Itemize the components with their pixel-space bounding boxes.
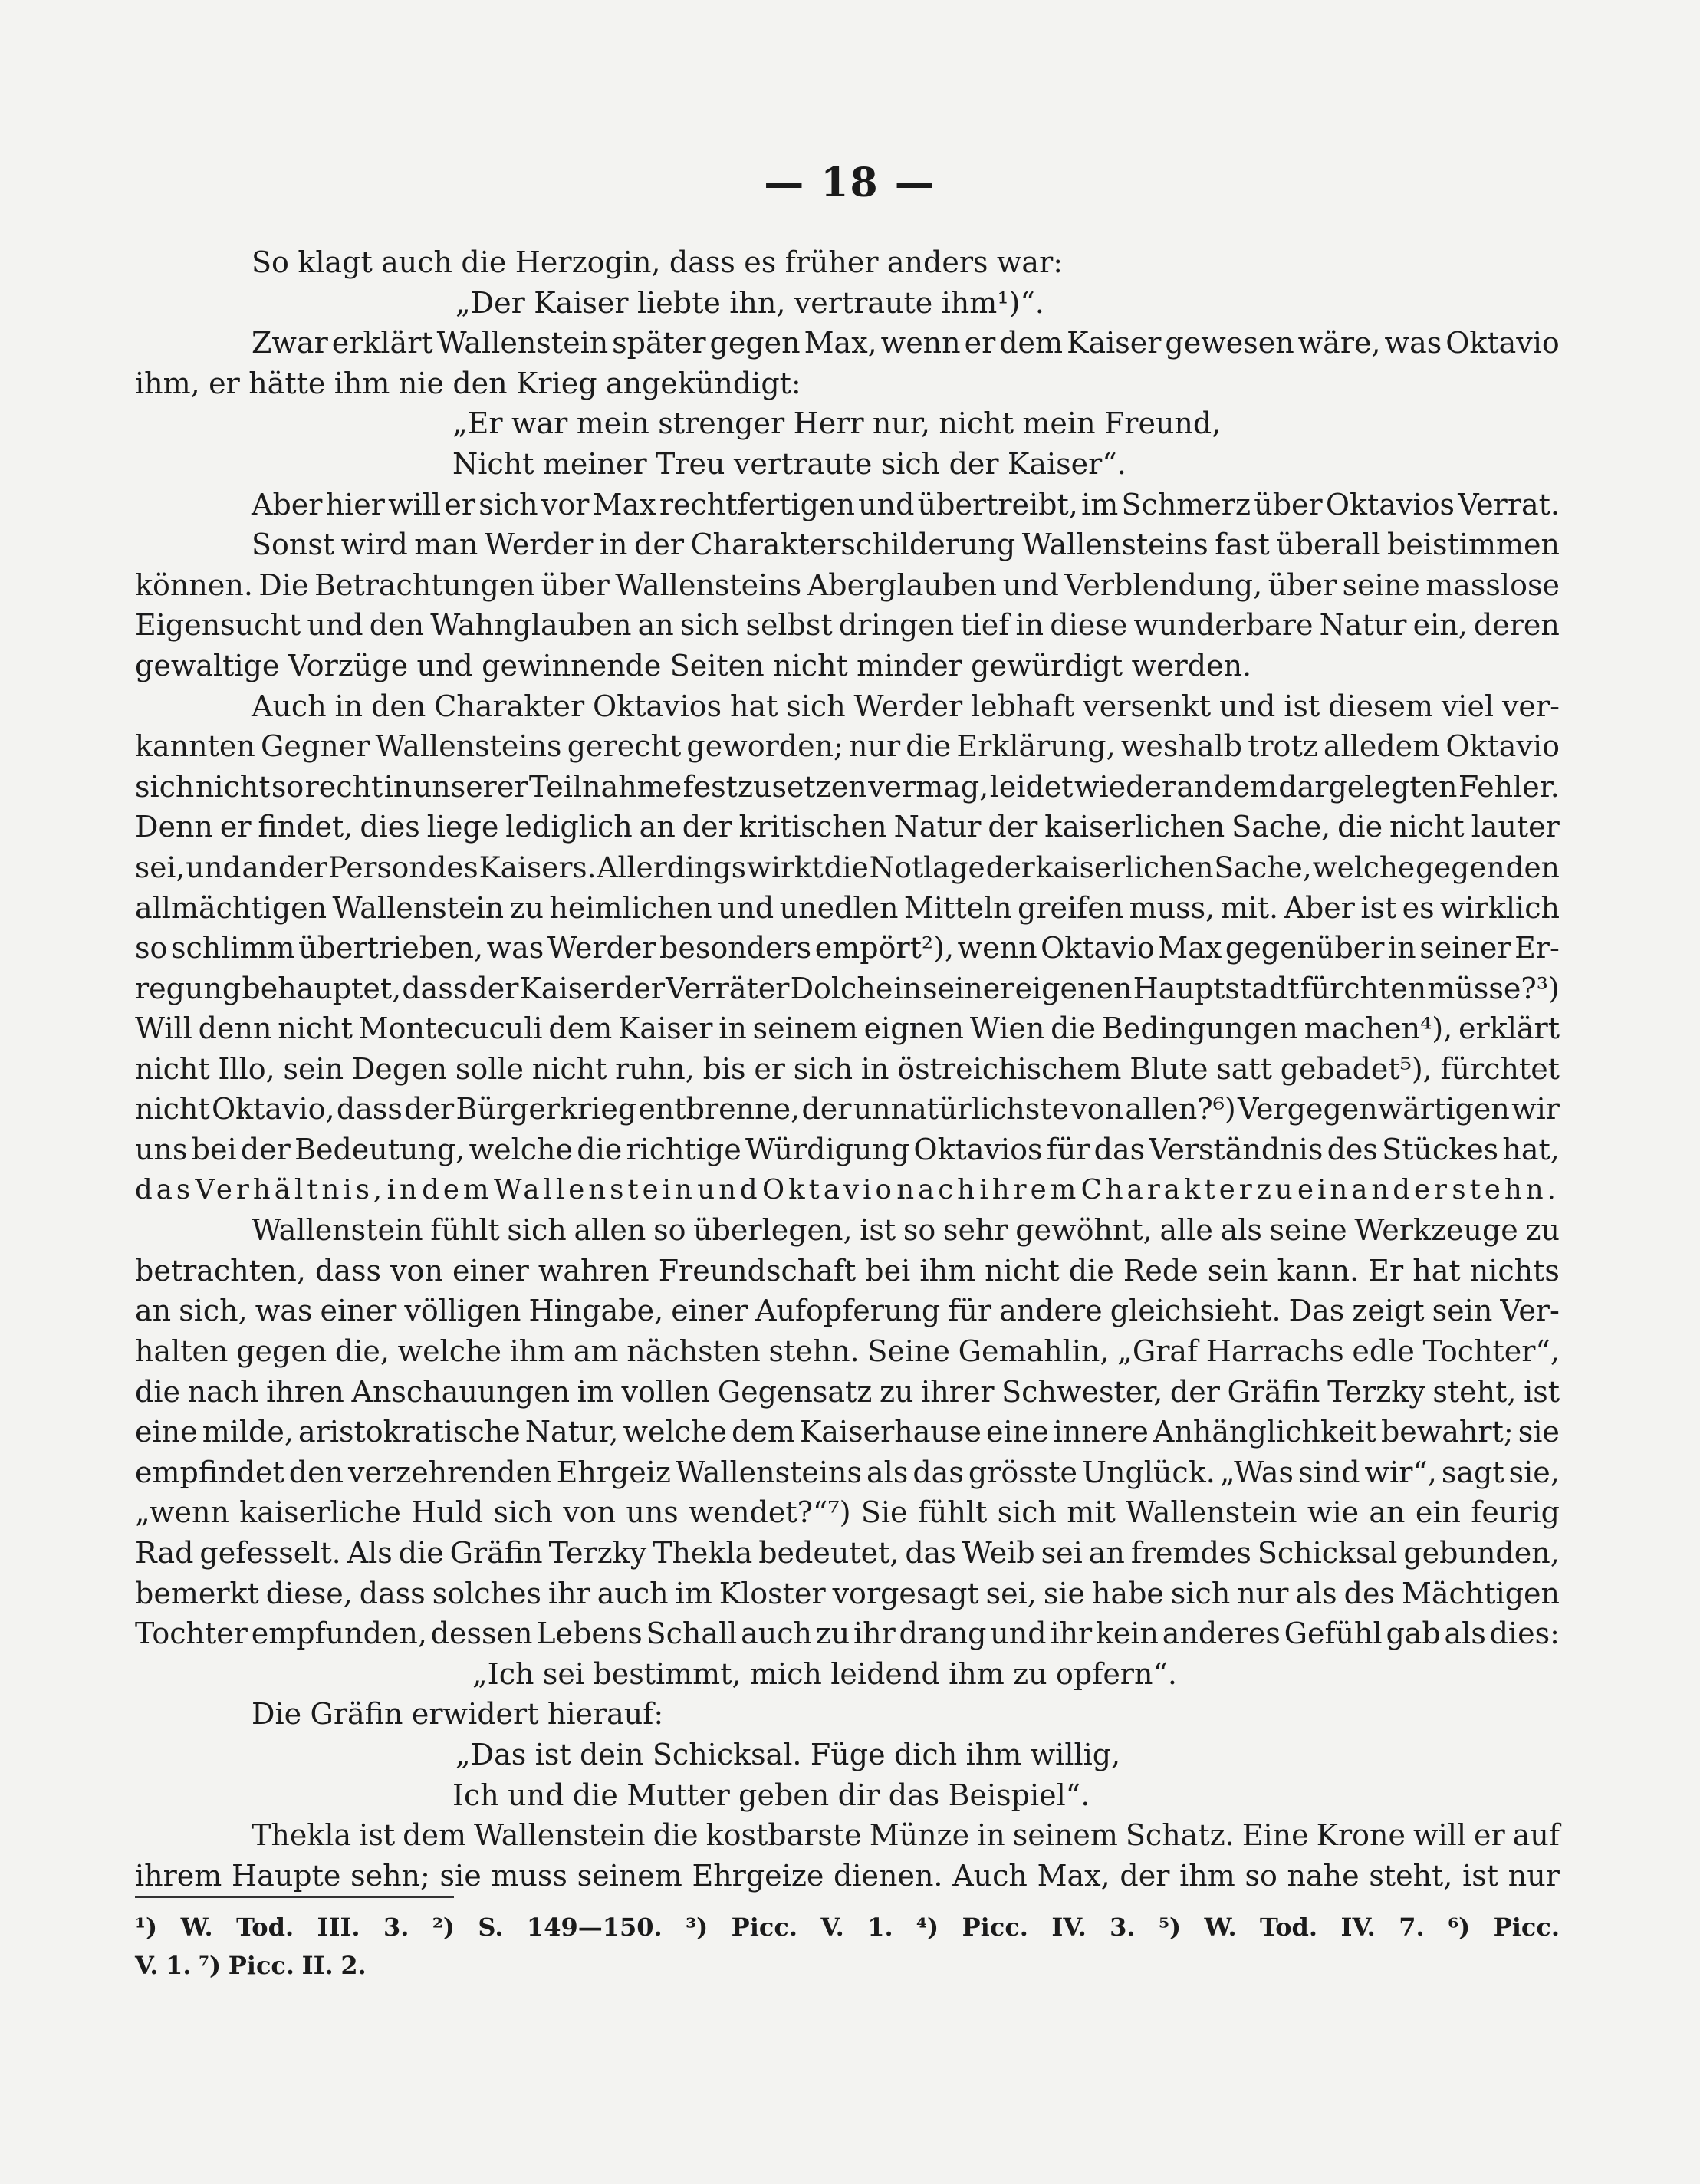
text-line: „wenn kaiserliche Huld sich von uns wendet?“⁷) Sie fühlt sich mit Wallenstein wie an ein feurig (135, 1495, 1560, 1530)
page-number: — 18 — (764, 160, 936, 206)
text-line: allmächtigen Wallenstein zu heimlichen und unedlen Mitteln greifen muss, mit. Aber ist es wirklich (135, 890, 1560, 925)
text-line: Aber hier will er sich vor Max rechtfertigen und übertreibt, im Schmerz über Oktavios Verrat. (252, 487, 1560, 521)
footnote-rule (135, 1896, 454, 1898)
text-line: Ich und die Mutter geben dir das Beispiel“. (452, 1778, 1090, 1812)
body-text (135, 242, 1560, 1896)
text-line: empfindet den verzehrenden Ehrgeiz Wallensteins als das grösste Unglück. „Was sind wir“, sagt sie, (135, 1455, 1560, 1489)
text-line: so schlimm übertrieben, was Werder besonders empört²), wenn Oktavio Max gegenüber in seiner Er- (135, 931, 1560, 965)
text-line: „Ich sei bestimmt, mich leidend ihm zu opfern“. (472, 1656, 1177, 1691)
footnotes (135, 1908, 1560, 1985)
text-line: können. Die Betrachtungen über Wallensteins Aberglauben und Verblendung, über seine masslose (135, 567, 1560, 602)
text-line: gewaltige Vorzüge und gewinnende Seiten nicht minder gewürdigt werden. (135, 648, 1252, 682)
text-line: „Das ist dein Schicksal. Füge dich ihm willig, (455, 1737, 1121, 1771)
text-line: eine milde, aristokratische Natur, welche dem Kaiserhause eine innere Anhänglichkeit bewahrt; sie (135, 1415, 1560, 1449)
text-line: regung behauptet, dass der Kaiser der Verräter Dolche in seiner eigenen Hauptstadt fürchten müsse?³) (135, 971, 1560, 1005)
footnote-line: V. 1. ⁷) Picc. II. 2. (135, 1951, 367, 1980)
text-line: Thekla ist dem Wallenstein die kostbarste Münze in seinem Schatz. Eine Krone will er auf (252, 1818, 1560, 1853)
text-line: ihm, er hätte ihm nie den Krieg angekündigt: (135, 366, 801, 400)
text-line: ihrem Haupte sehn; sie muss seinem Ehrgeize dienen. Auch Max, der ihm so nahe steht, ist nur (135, 1858, 1560, 1893)
text-line: Auch in den Charakter Oktavios hat sich Werder lebhaft versenkt und ist diesem viel ver- (252, 689, 1560, 723)
text-line: kannten Gegner Wallensteins gerecht geworden; nur die Erklärung, weshalb trotz alledem Oktavio (135, 729, 1560, 764)
text-line: Rad gefesselt. Als die Gräfin Terzky Thekla bedeutet, das Weib sei an fremdes Schicksal gebunden, (135, 1536, 1560, 1570)
text-line: nicht Illo, sein Degen solle nicht ruhn, bis er sich in östreichischem Blute satt gebadet⁵), fürchtet (135, 1051, 1560, 1086)
text-line: nicht Oktavio, dass der Bürgerkrieg entbrenne, der unnatürlichste von allen?⁶) Vergegenwärtigen wir (135, 1092, 1560, 1127)
text-line: uns bei der Bedeutung, welche die richtige Würdigung Oktavios für das Verständnis des Stückes hat, (135, 1133, 1560, 1167)
text-line: Will denn nicht Montecuculi dem Kaiser in seinem eignen Wien die Bedingungen machen⁴), erklärt (135, 1011, 1560, 1046)
text-line: Tochter empfunden, dessen Lebens Schall auch zu ihr drang und ihr kein anderes Gefühl gab als dies: (135, 1617, 1560, 1651)
text-line: So klagt auch die Herzogin, dass es früher anders war: (252, 245, 1064, 279)
text-line: die nach ihren Anschauungen im vollen Gegensatz zu ihrer Schwester, der Gräfin Terzky steht, ist (135, 1374, 1560, 1409)
text-line: Denn er findet, dies liege lediglich an der kritischen Natur der kaiserlichen Sache, die nicht lauter (135, 810, 1560, 844)
text-line: halten gegen die, welche ihm am nächsten stehn. Seine Gemahlin, „Graf Harrachs edle Tochter“, (135, 1334, 1560, 1369)
text-line: sich nicht so recht in unserer Teilnahme festzusetzen vermag, leidet wieder an dem dargelegten Fehler. (135, 769, 1560, 804)
text-line: „Er war mein strenger Herr nur, nicht mein Freund, (452, 406, 1222, 441)
text-line: bemerkt diese, dass solches ihr auch im Kloster vorgesagt sei, sie habe sich nur als des Mächtigen (135, 1576, 1560, 1610)
text-line: Wallenstein fühlt sich allen so überlegen, ist so sehr gewöhnt, alle als seine Werkzeuge zu (252, 1213, 1560, 1248)
footnote-line: ¹) W. Tod. III. 3. ²) S. 149—150. ³) Picc. V. 1. ⁴) Picc. IV. 3. ⁵) W. Tod. IV. 7. ⁶) Picc. (135, 1913, 1560, 1942)
text-line: sei, und an der Person des Kaisers. Allerdings wirkt die Notlage der kaiserlichen Sache, welche gegen den (135, 850, 1560, 884)
text-line: Nicht meiner Treu vertraute sich der Kaiser“. (452, 446, 1126, 481)
text-line: Die Gräfin erwidert hierauf: (252, 1697, 664, 1732)
text-line: „Der Kaiser liebte ihn, vertraute ihm¹)“. (455, 285, 1044, 320)
text-line: das Verhältnis, in dem Wallenstein und Oktavio nach ihrem Charakter zu einander stehn. (135, 1173, 1560, 1205)
text-line: betrachten, dass von einer wahren Freundschaft bei ihm nicht die Rede sein kann. Er hat nichts (135, 1253, 1560, 1288)
text-line: Eigensucht und den Wahnglauben an sich selbst dringen tief in diese wunderbare Natur ein, deren (135, 608, 1560, 643)
text-line: an sich, was einer völligen Hingabe, einer Aufopferung für andere gleichsieht. Das zeigt sein Ver- (135, 1294, 1560, 1328)
text-line: Sonst wird man Werder in der Charakterschilderung Wallensteins fast überall beistimmen (252, 528, 1560, 562)
text-line: Zwar erklärt Wallenstein später gegen Max, wenn er dem Kaiser gewesen wäre, was Oktavio (252, 326, 1560, 360)
